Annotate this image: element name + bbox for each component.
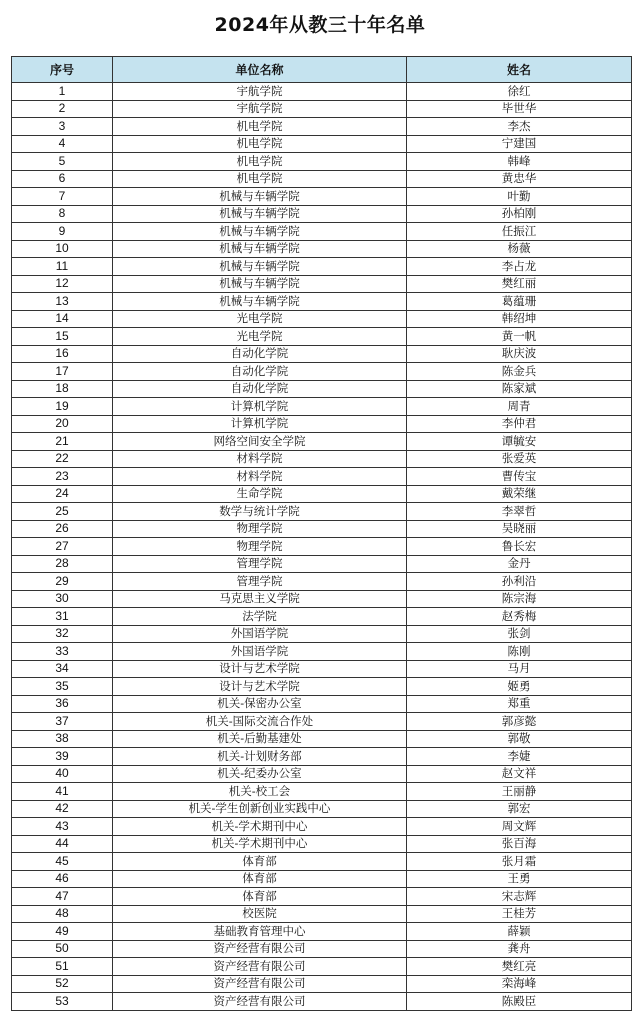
- person-name-cell: 徐红: [407, 83, 632, 101]
- table-row: [12, 153, 632, 171]
- person-name-cell: 张月霜: [407, 853, 632, 871]
- unit-name-cell: 外国语学院: [113, 643, 407, 661]
- person-name-cell: 叶勤: [407, 188, 632, 206]
- unit-name-cell: 机械与车辆学院: [113, 275, 407, 293]
- person-name-cell: 李杰: [407, 118, 632, 136]
- table-row: [12, 188, 632, 206]
- table-row: [12, 573, 632, 591]
- person-name-cell: 王桂芳: [407, 905, 632, 923]
- person-name-cell: 韩峰: [407, 153, 632, 171]
- row-number-cell: 1: [12, 83, 113, 101]
- table-row: [12, 450, 632, 468]
- table-row: [12, 730, 632, 748]
- table-row: [12, 520, 632, 538]
- person-name-cell: 任振江: [407, 223, 632, 241]
- row-number-cell: 45: [12, 853, 113, 871]
- unit-name-cell: 管理学院: [113, 555, 407, 573]
- unit-name-cell: 体育部: [113, 888, 407, 906]
- header-name: 姓名: [407, 57, 632, 83]
- person-name-cell: 杨薇: [407, 240, 632, 258]
- unit-name-cell: 宇航学院: [113, 100, 407, 118]
- row-number-cell: 50: [12, 940, 113, 958]
- person-name-cell: 陈宗海: [407, 590, 632, 608]
- row-number-cell: 27: [12, 538, 113, 556]
- table-row: [12, 170, 632, 188]
- unit-name-cell: 机关-国际交流合作处: [113, 713, 407, 731]
- row-number-cell: 17: [12, 363, 113, 381]
- row-number-cell: 43: [12, 818, 113, 836]
- person-name-cell: 樊红丽: [407, 275, 632, 293]
- unit-name-cell: 光电学院: [113, 310, 407, 328]
- unit-name-cell: 设计与艺术学院: [113, 660, 407, 678]
- row-number-cell: 36: [12, 695, 113, 713]
- person-name-cell: 郭宏: [407, 800, 632, 818]
- unit-name-cell: 机械与车辆学院: [113, 258, 407, 276]
- row-number-cell: 42: [12, 800, 113, 818]
- person-name-cell: 龚舟: [407, 940, 632, 958]
- table-body: [12, 83, 632, 1011]
- unit-name-cell: 机械与车辆学院: [113, 188, 407, 206]
- table-row: [12, 975, 632, 993]
- table-row: [12, 380, 632, 398]
- unit-name-cell: 体育部: [113, 853, 407, 871]
- person-name-cell: 周青: [407, 398, 632, 416]
- table-row: [12, 118, 632, 136]
- person-name-cell: 王勇: [407, 870, 632, 888]
- person-name-cell: 李仲君: [407, 415, 632, 433]
- unit-name-cell: 资产经营有限公司: [113, 993, 407, 1011]
- person-name-cell: 薛颖: [407, 923, 632, 941]
- row-number-cell: 5: [12, 153, 113, 171]
- row-number-cell: 10: [12, 240, 113, 258]
- row-number-cell: 35: [12, 678, 113, 696]
- row-number-cell: 3: [12, 118, 113, 136]
- row-number-cell: 41: [12, 783, 113, 801]
- table-row: [12, 433, 632, 451]
- table-row: [12, 100, 632, 118]
- table-row: [12, 748, 632, 766]
- table-row: [12, 818, 632, 836]
- person-name-cell: 周文辉: [407, 818, 632, 836]
- table-row: [12, 485, 632, 503]
- unit-name-cell: 资产经营有限公司: [113, 975, 407, 993]
- row-number-cell: 29: [12, 573, 113, 591]
- row-number-cell: 6: [12, 170, 113, 188]
- unit-name-cell: 法学院: [113, 608, 407, 626]
- unit-name-cell: 资产经营有限公司: [113, 940, 407, 958]
- table-row: [12, 660, 632, 678]
- table-row: [12, 503, 632, 521]
- table-row: [12, 135, 632, 153]
- table-row: [12, 678, 632, 696]
- unit-name-cell: 宇航学院: [113, 83, 407, 101]
- table-row: [12, 240, 632, 258]
- unit-name-cell: 自动化学院: [113, 380, 407, 398]
- unit-name-cell: 机关-计划财务部: [113, 748, 407, 766]
- unit-name-cell: 设计与艺术学院: [113, 678, 407, 696]
- table-row: [12, 275, 632, 293]
- row-number-cell: 26: [12, 520, 113, 538]
- unit-name-cell: 体育部: [113, 870, 407, 888]
- person-name-cell: 孙利沿: [407, 573, 632, 591]
- person-name-cell: 陈殿臣: [407, 993, 632, 1011]
- row-number-cell: 9: [12, 223, 113, 241]
- row-number-cell: 44: [12, 835, 113, 853]
- unit-name-cell: 机关-保密办公室: [113, 695, 407, 713]
- unit-name-cell: 物理学院: [113, 538, 407, 556]
- row-number-cell: 12: [12, 275, 113, 293]
- unit-name-cell: 机械与车辆学院: [113, 293, 407, 311]
- unit-name-cell: 机关-后勤基建处: [113, 730, 407, 748]
- row-number-cell: 20: [12, 415, 113, 433]
- unit-name-cell: 校医院: [113, 905, 407, 923]
- row-number-cell: 37: [12, 713, 113, 731]
- row-number-cell: 18: [12, 380, 113, 398]
- row-number-cell: 13: [12, 293, 113, 311]
- row-number-cell: 4: [12, 135, 113, 153]
- unit-name-cell: 机械与车辆学院: [113, 240, 407, 258]
- person-name-cell: 耿庆波: [407, 345, 632, 363]
- row-number-cell: 14: [12, 310, 113, 328]
- row-number-cell: 32: [12, 625, 113, 643]
- unit-name-cell: 物理学院: [113, 520, 407, 538]
- person-name-cell: 马月: [407, 660, 632, 678]
- unit-name-cell: 机电学院: [113, 170, 407, 188]
- page-title: 2024年从教三十年名单: [214, 14, 426, 36]
- table-header: [12, 57, 632, 83]
- unit-name-cell: 计算机学院: [113, 415, 407, 433]
- header-no: 序号: [12, 57, 113, 83]
- table-row: [12, 800, 632, 818]
- person-name-cell: 金丹: [407, 555, 632, 573]
- row-number-cell: 53: [12, 993, 113, 1011]
- unit-name-cell: 数学与统计学院: [113, 503, 407, 521]
- table-row: [12, 258, 632, 276]
- unit-name-cell: 马克思主义学院: [113, 590, 407, 608]
- person-name-cell: 宁建国: [407, 135, 632, 153]
- table-row: [12, 415, 632, 433]
- table-row: [12, 905, 632, 923]
- roster-table: [11, 56, 632, 1011]
- table-row: [12, 713, 632, 731]
- table-row: [12, 643, 632, 661]
- row-number-cell: 7: [12, 188, 113, 206]
- person-name-cell: 韩绍坤: [407, 310, 632, 328]
- person-name-cell: 张百海: [407, 835, 632, 853]
- person-name-cell: 陈刚: [407, 643, 632, 661]
- table-row: [12, 223, 632, 241]
- person-name-cell: 鲁长宏: [407, 538, 632, 556]
- person-name-cell: 曹传宝: [407, 468, 632, 486]
- table-row: [12, 608, 632, 626]
- unit-name-cell: 计算机学院: [113, 398, 407, 416]
- person-name-cell: 李婕: [407, 748, 632, 766]
- person-name-cell: 陈金兵: [407, 363, 632, 381]
- person-name-cell: 张剑: [407, 625, 632, 643]
- row-number-cell: 51: [12, 958, 113, 976]
- unit-name-cell: 机电学院: [113, 118, 407, 136]
- unit-name-cell: 资产经营有限公司: [113, 958, 407, 976]
- unit-name-cell: 光电学院: [113, 328, 407, 346]
- unit-name-cell: 自动化学院: [113, 345, 407, 363]
- person-name-cell: 谭毓安: [407, 433, 632, 451]
- table-row: [12, 345, 632, 363]
- person-name-cell: 李占龙: [407, 258, 632, 276]
- table-row: [12, 625, 632, 643]
- unit-name-cell: 网络空间安全学院: [113, 433, 407, 451]
- person-name-cell: 戴荣继: [407, 485, 632, 503]
- unit-name-cell: 机电学院: [113, 135, 407, 153]
- row-number-cell: 39: [12, 748, 113, 766]
- person-name-cell: 黄一帆: [407, 328, 632, 346]
- person-name-cell: 樊红亮: [407, 958, 632, 976]
- row-number-cell: 16: [12, 345, 113, 363]
- person-name-cell: 赵秀梅: [407, 608, 632, 626]
- person-name-cell: 孙柏刚: [407, 205, 632, 223]
- person-name-cell: 郑重: [407, 695, 632, 713]
- row-number-cell: 23: [12, 468, 113, 486]
- unit-name-cell: 生命学院: [113, 485, 407, 503]
- table-row: [12, 83, 632, 101]
- row-number-cell: 38: [12, 730, 113, 748]
- header-row: [12, 57, 632, 83]
- table-row: [12, 363, 632, 381]
- person-name-cell: 郭敬: [407, 730, 632, 748]
- table-row: [12, 468, 632, 486]
- person-name-cell: 赵文祥: [407, 765, 632, 783]
- person-name-cell: 陈家斌: [407, 380, 632, 398]
- unit-name-cell: 管理学院: [113, 573, 407, 591]
- unit-name-cell: 外国语学院: [113, 625, 407, 643]
- unit-name-cell: 机关-纪委办公室: [113, 765, 407, 783]
- person-name-cell: 张爱英: [407, 450, 632, 468]
- table-row: [12, 958, 632, 976]
- row-number-cell: 15: [12, 328, 113, 346]
- table-row: [12, 310, 632, 328]
- table-row: [12, 940, 632, 958]
- person-name-cell: 姬勇: [407, 678, 632, 696]
- unit-name-cell: 机电学院: [113, 153, 407, 171]
- unit-name-cell: 材料学院: [113, 450, 407, 468]
- table-row: [12, 923, 632, 941]
- row-number-cell: 21: [12, 433, 113, 451]
- person-name-cell: 栾海峰: [407, 975, 632, 993]
- row-number-cell: 47: [12, 888, 113, 906]
- row-number-cell: 46: [12, 870, 113, 888]
- unit-name-cell: 机关-学术期刊中心: [113, 835, 407, 853]
- table-row: [12, 993, 632, 1011]
- row-number-cell: 30: [12, 590, 113, 608]
- table-row: [12, 328, 632, 346]
- header-unit: 单位名称: [113, 57, 407, 83]
- table-row: [12, 538, 632, 556]
- person-name-cell: 王丽静: [407, 783, 632, 801]
- row-number-cell: 40: [12, 765, 113, 783]
- row-number-cell: 31: [12, 608, 113, 626]
- row-number-cell: 28: [12, 555, 113, 573]
- unit-name-cell: 机械与车辆学院: [113, 223, 407, 241]
- table-row: [12, 870, 632, 888]
- table-row: [12, 205, 632, 223]
- row-number-cell: 22: [12, 450, 113, 468]
- table-row: [12, 888, 632, 906]
- table-row: [12, 695, 632, 713]
- unit-name-cell: 自动化学院: [113, 363, 407, 381]
- table-row: [12, 293, 632, 311]
- person-name-cell: 宋志辉: [407, 888, 632, 906]
- row-number-cell: 49: [12, 923, 113, 941]
- table-row: [12, 555, 632, 573]
- row-number-cell: 2: [12, 100, 113, 118]
- table-row: [12, 853, 632, 871]
- unit-name-cell: 机关-校工会: [113, 783, 407, 801]
- person-name-cell: 吴晓丽: [407, 520, 632, 538]
- row-number-cell: 24: [12, 485, 113, 503]
- unit-name-cell: 机械与车辆学院: [113, 205, 407, 223]
- table-row: [12, 765, 632, 783]
- unit-name-cell: 材料学院: [113, 468, 407, 486]
- row-number-cell: 52: [12, 975, 113, 993]
- table-row: [12, 783, 632, 801]
- table-row: [12, 398, 632, 416]
- unit-name-cell: 机关-学生创新创业实践中心: [113, 800, 407, 818]
- table-row: [12, 590, 632, 608]
- unit-name-cell: 基础教育管理中心: [113, 923, 407, 941]
- row-number-cell: 19: [12, 398, 113, 416]
- row-number-cell: 48: [12, 905, 113, 923]
- person-name-cell: 李翠哲: [407, 503, 632, 521]
- row-number-cell: 25: [12, 503, 113, 521]
- person-name-cell: 葛蕴珊: [407, 293, 632, 311]
- person-name-cell: 郭彦懿: [407, 713, 632, 731]
- unit-name-cell: 机关-学术期刊中心: [113, 818, 407, 836]
- row-number-cell: 11: [12, 258, 113, 276]
- person-name-cell: 毕世华: [407, 100, 632, 118]
- person-name-cell: 黄忠华: [407, 170, 632, 188]
- row-number-cell: 8: [12, 205, 113, 223]
- table-row: [12, 835, 632, 853]
- row-number-cell: 33: [12, 643, 113, 661]
- row-number-cell: 34: [12, 660, 113, 678]
